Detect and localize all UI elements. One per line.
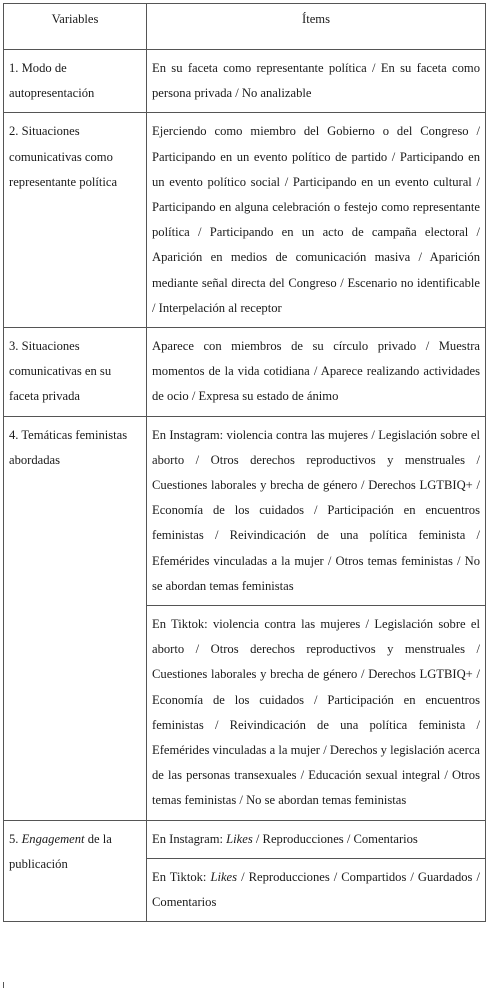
variable-items: Aparece con miembros de su círculo privado / Muestra momentos de la vida cotidiana / Aparece realizando actividades de ocio / Expresa su estado de ánimo bbox=[147, 328, 486, 417]
variable-label: 1. Modo de autopresentación bbox=[4, 50, 147, 113]
items-emphasis: Likes bbox=[210, 869, 238, 884]
variable-label: 3. Situaciones comunicativas en su faceta privada bbox=[4, 328, 147, 417]
table-row bbox=[4, 416, 486, 605]
variable-items-tiktok: En Tiktok: violencia contra las mujeres / Legislación sobre el aborto / Otros derechos reproductivos y menstruales / Cuestiones laborales y brecha de género / Derechos LGTBIQ+ / Economía de los cuidados / Participación en encuentros feministas / Reivindicación de una política feminista / Efemérides vinculadas a la mujer / Derechos y legislación acerca de las personas transexuales / Educación sexual integral / Otros temas feministas / No se abordan temas feministas bbox=[147, 606, 486, 821]
items-after: / Reproducciones / Comentarios bbox=[252, 831, 418, 846]
variable-items: Ejerciendo como miembro del Gobierno o del Congreso / Participando en un evento político de partido / Participando en un evento político social / Participando en un evento cultural / Participando en alguna celebración o festejo como representante política / Participando en un acto de campaña electoral / Aparición en medios de comunicación masiva / Aparición mediante señal directa del Congreso / Escenario no identificable / Interpelación al receptor bbox=[147, 113, 486, 328]
label-suffix: de la publicación bbox=[9, 831, 112, 871]
items-emphasis: Likes bbox=[226, 831, 253, 846]
table-row bbox=[4, 820, 486, 858]
variable-items-tiktok bbox=[147, 858, 486, 921]
header-variables: Variables bbox=[4, 4, 147, 50]
table-row bbox=[4, 113, 486, 328]
variable-label: 2. Situaciones comunicativas como representante política bbox=[4, 113, 147, 328]
items-after: / Reproducciones / Compartidos / Guardados / Comentarios bbox=[152, 869, 480, 910]
header-items: Ítems bbox=[147, 4, 486, 50]
items-before: En Instagram: bbox=[152, 831, 227, 846]
label-emphasis: Engagement bbox=[21, 831, 85, 846]
table-row bbox=[4, 328, 486, 417]
variable-label bbox=[4, 820, 147, 922]
label-prefix: 5. bbox=[9, 831, 22, 846]
items-before: En Tiktok: bbox=[152, 869, 211, 884]
header-row bbox=[4, 4, 486, 50]
variables-table bbox=[3, 3, 486, 922]
page-edge-mark bbox=[3, 982, 4, 988]
variable-label: 4. Temáticas feministas abordadas bbox=[4, 416, 147, 820]
variable-items-instagram: En Instagram: violencia contra las mujeres / Legislación sobre el aborto / Otros derechos reproductivos y menstruales / Cuestiones laborales y brecha de género / Derechos LGTBIQ+ / Economía de los cuidados / Participación en encuentros feministas / Reivindicación de una política feminista / Efemérides vinculadas a la mujer / Otros temas feministas / No se abordan temas feministas bbox=[147, 416, 486, 605]
variable-items-instagram bbox=[147, 820, 486, 858]
variable-items: En su faceta como representante política / En su faceta como persona privada / No analizable bbox=[147, 50, 486, 113]
table-row bbox=[4, 50, 486, 113]
